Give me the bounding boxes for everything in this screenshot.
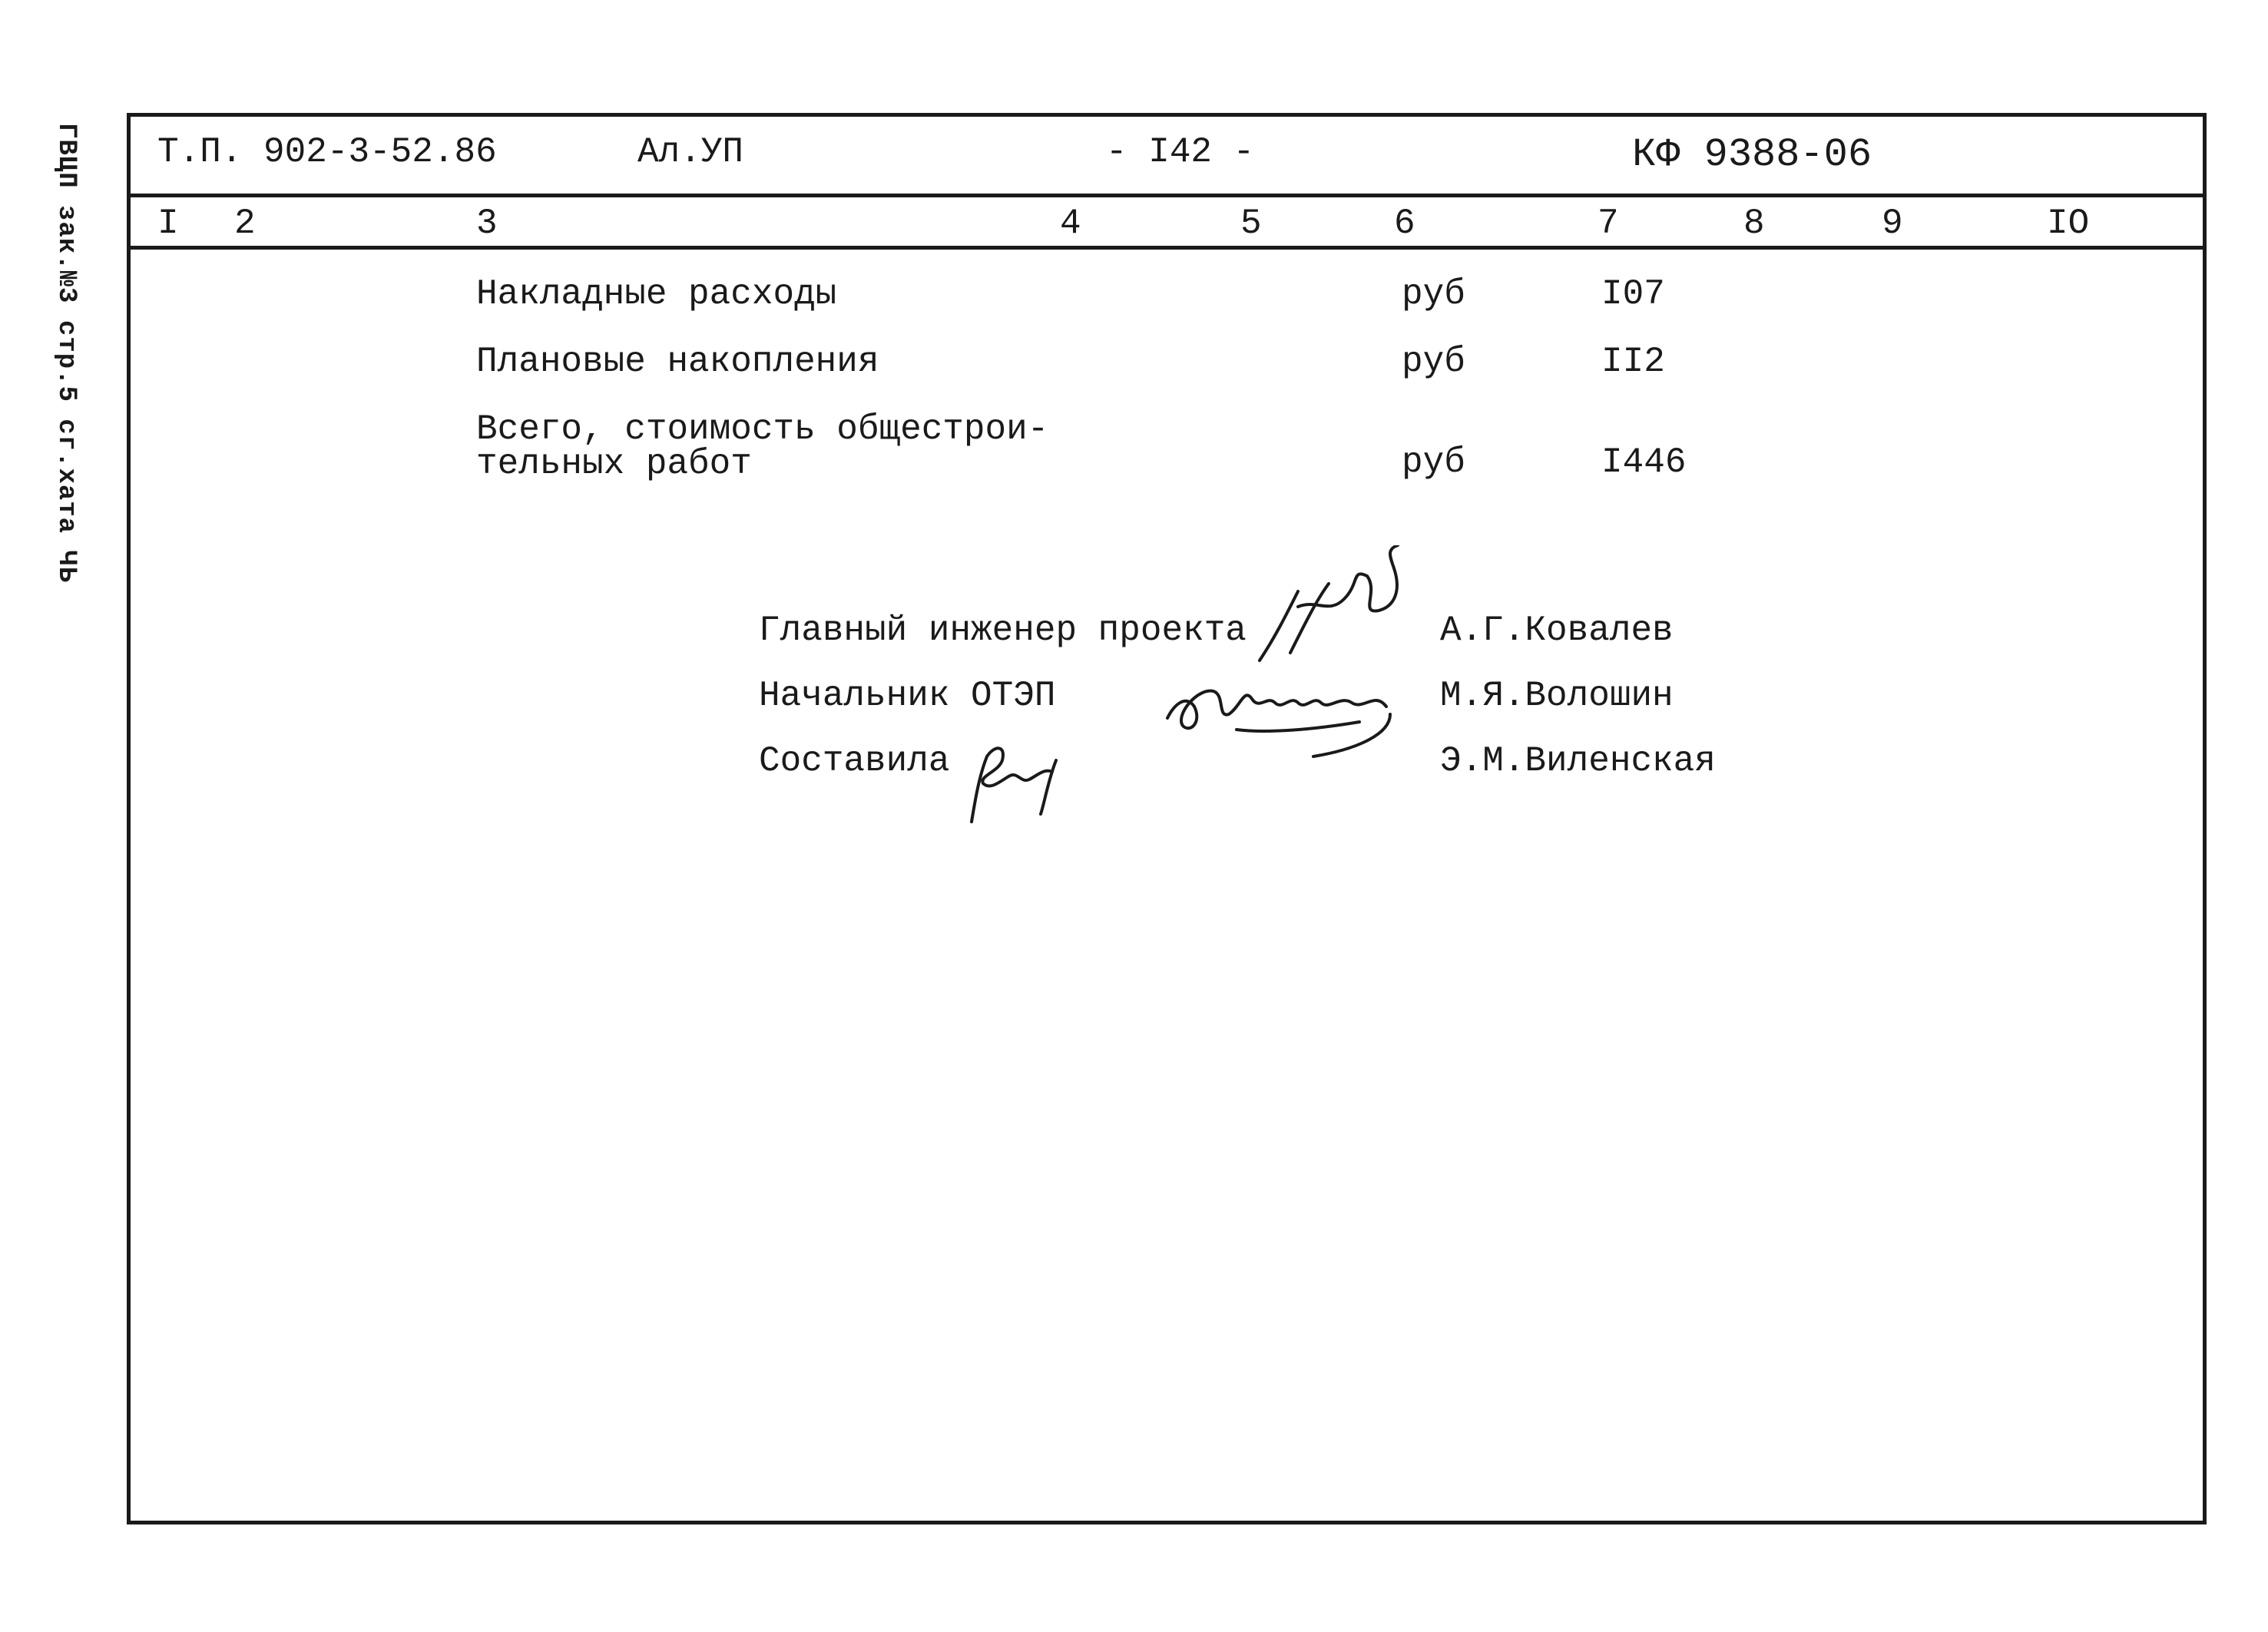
row-name: Плановые накопления xyxy=(476,342,879,382)
signature-role: Главный инженер проекта xyxy=(759,611,1247,650)
column-number: I xyxy=(157,204,179,243)
header-divider xyxy=(127,194,2207,197)
column-number: 9 xyxy=(1882,204,1903,243)
column-number: 6 xyxy=(1394,204,1415,243)
column-number: 5 xyxy=(1240,204,1262,243)
row-value: II2 xyxy=(1601,342,1665,382)
doc-code: Т.П. 902-3-52.86 xyxy=(157,132,497,172)
row-unit: руб xyxy=(1402,342,1465,382)
page-frame xyxy=(127,113,2207,1524)
row-name-line2: тельных работ xyxy=(476,444,752,484)
column-number: 4 xyxy=(1060,204,1081,243)
column-number: 7 xyxy=(1598,204,1619,243)
signature-role: Начальник ОТЭП xyxy=(759,676,1056,716)
signature-scribble-kovalev xyxy=(1244,545,1413,676)
row-value: I446 xyxy=(1601,442,1687,482)
column-header-divider xyxy=(127,246,2207,250)
row-unit: руб xyxy=(1402,274,1465,314)
column-number: 3 xyxy=(476,204,498,243)
document-reference: КФ 9388-06 xyxy=(1632,132,1872,177)
signature-role: Составила xyxy=(759,741,950,781)
row-name: Накладные расходы xyxy=(476,274,837,314)
row-unit: руб xyxy=(1402,442,1465,482)
signature-name: А.Г.Ковалев xyxy=(1440,611,1674,650)
column-number: IO xyxy=(2047,204,2090,243)
signature-name: М.Я.Волошин xyxy=(1440,676,1674,716)
page-number: - I42 - xyxy=(1106,132,1255,172)
row-name-line1: Всего, стоимость общестрои- xyxy=(476,409,1049,449)
album-label: Ал.УП xyxy=(637,132,744,172)
row-value: I07 xyxy=(1601,274,1665,314)
side-archive-stamp: ГВЦП зак.№3 стр.5 сг.хата ЧЬ xyxy=(51,123,81,584)
column-number: 2 xyxy=(234,204,256,243)
signature-scribble-vilenskaya xyxy=(949,737,1087,829)
signature-scribble-voloshin xyxy=(1160,660,1405,760)
signature-name: Э.М.Виленская xyxy=(1440,741,1716,781)
column-number: 8 xyxy=(1743,204,1765,243)
